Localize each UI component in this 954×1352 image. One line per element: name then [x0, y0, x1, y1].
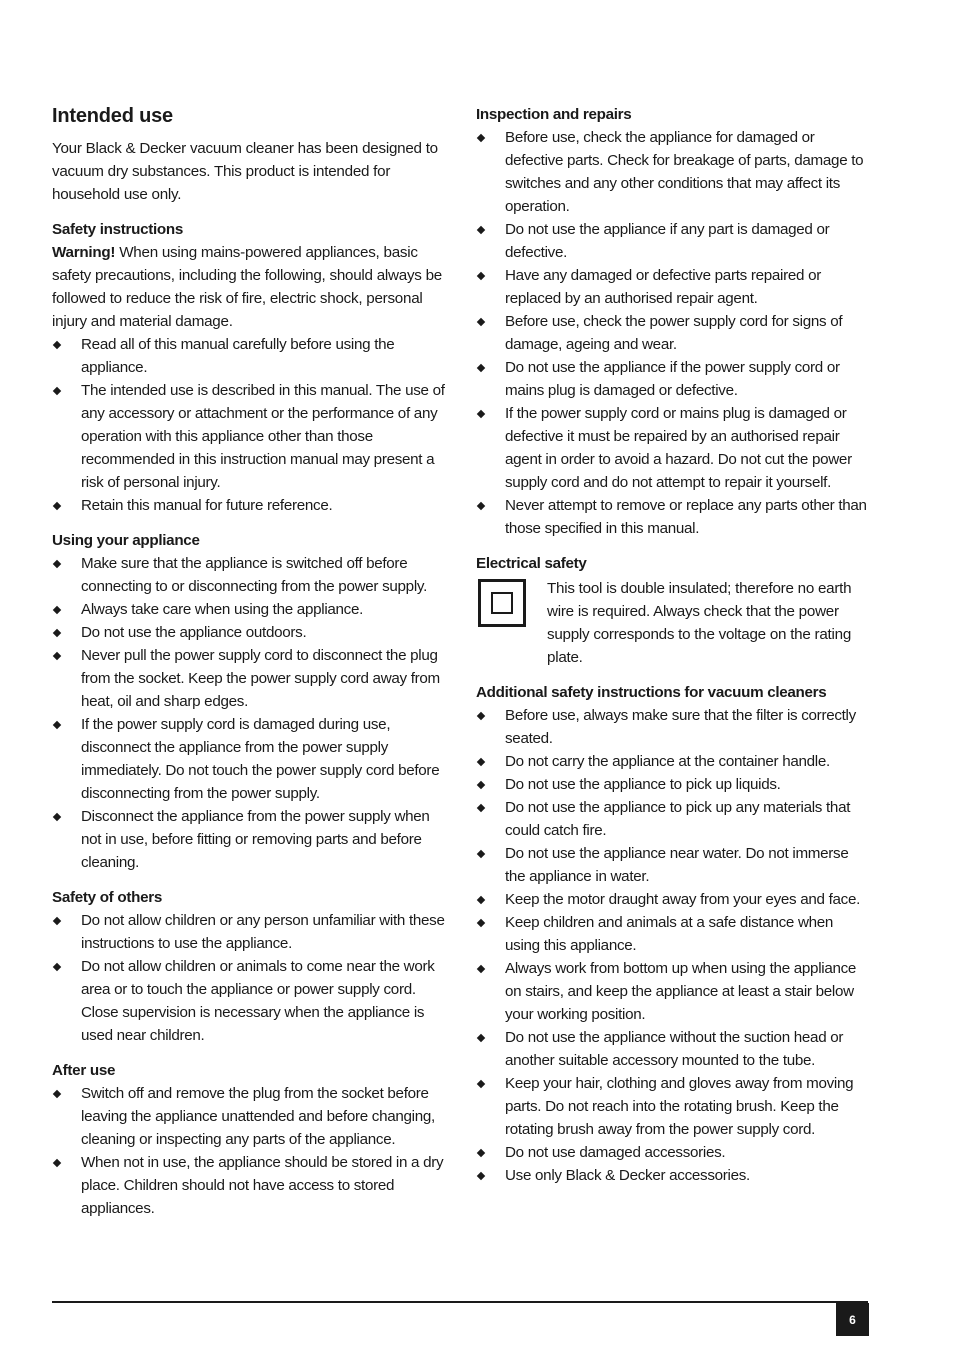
list-item-text: Do not use the appliance if any part is damaged or defective. — [505, 221, 830, 261]
inspection-repairs-list — [476, 126, 870, 540]
bullet-diamond-icon — [53, 721, 61, 729]
electrical-safety-text: This tool is double insulated; therefore no earth wire is required. Always check that the power supply corresponds to the voltage on the rating plate. — [547, 580, 852, 666]
list-item-text: The intended use is described in this manual. The use of any accessory or attachment or the performance of any operation with this appliance other than those recommended in this instruction manual may present a risk of personal injury. — [81, 382, 445, 491]
left-column — [52, 103, 446, 1220]
bullet-diamond-icon — [477, 919, 485, 927]
bullet-diamond-icon — [477, 804, 485, 812]
vacuum-safety-heading: Additional safety instructions for vacuum cleaners — [476, 684, 827, 701]
list-item-text: Retain this manual for future reference. — [81, 497, 333, 514]
list-item-text: Use only Black & Decker accessories. — [505, 1167, 750, 1184]
list-item-text: Disconnect the appliance from the power supply when not in use, before fitting or removing parts and before cleaning. — [81, 808, 430, 871]
list-item — [52, 598, 446, 621]
using-appliance-list — [52, 552, 446, 874]
bullet-diamond-icon — [477, 1149, 485, 1157]
list-item-text: Keep the motor draught away from your eyes and face. — [505, 891, 861, 908]
bullet-diamond-icon — [477, 364, 485, 372]
list-item-text: Keep children and animals at a safe distance when using this appliance. — [505, 914, 834, 954]
list-item — [476, 842, 870, 888]
list-item-text: Make sure that the appliance is switched off before connecting to or disconnecting from the power supply. — [81, 555, 427, 595]
double-insulation-icon — [478, 579, 526, 627]
list-item — [476, 264, 870, 310]
warning-label: Warning! — [52, 244, 116, 261]
using-appliance-heading: Using your appliance — [52, 532, 200, 549]
page-title: Intended use — [52, 105, 173, 127]
list-item-text: Before use, check the power supply cord for signs of damage, ageing and wear. — [505, 313, 843, 353]
bullet-diamond-icon — [477, 896, 485, 904]
list-item-text: Do not carry the appliance at the container handle. — [505, 753, 830, 770]
safety-instructions-list — [52, 333, 446, 517]
bullet-diamond-icon — [53, 813, 61, 821]
list-item-text: Do not use the appliance near water. Do not immerse the appliance in water. — [505, 845, 849, 885]
bullet-diamond-icon — [53, 341, 61, 349]
list-item-text: Do not allow children or animals to come near the work area or to touch the appliance or power supply cord. Close supervision is necessary when the appliance is used near children. — [81, 958, 435, 1044]
list-item-text: Do not use the appliance without the suction head or another suitable accessory mounted to the tube. — [505, 1029, 844, 1069]
bullet-diamond-icon — [477, 850, 485, 858]
list-item-text: Before use, check the appliance for damaged or defective parts. Check for breakage of parts, damage to switches and any other conditions that may affect its operation. — [505, 129, 864, 215]
bullet-diamond-icon — [477, 134, 485, 142]
bullet-diamond-icon — [477, 1172, 485, 1180]
list-item — [476, 796, 870, 842]
list-item-text: If the power supply cord or mains plug is damaged or defective it must be repaired by an authorised repair agent in order to avoid a hazard. Do not cut the power supply cord and do not attempt to repair it yourself. — [505, 405, 852, 491]
after-use-heading: After use — [52, 1062, 116, 1079]
safety-of-others-list — [52, 909, 446, 1047]
list-item — [476, 310, 870, 356]
bullet-diamond-icon — [477, 272, 485, 280]
list-item — [476, 957, 870, 1026]
list-item-text: Do not allow children or any person unfamiliar with these instructions to use the appliance. — [81, 912, 445, 952]
list-item — [476, 1072, 870, 1141]
bullet-diamond-icon — [477, 410, 485, 418]
bullet-diamond-icon — [53, 387, 61, 395]
bullet-diamond-icon — [53, 652, 61, 660]
list-item — [52, 379, 446, 494]
list-item-text: Always take care when using the appliance. — [81, 601, 364, 618]
list-item — [52, 644, 446, 713]
list-item — [476, 126, 870, 218]
list-item — [52, 713, 446, 805]
bullet-diamond-icon — [53, 606, 61, 614]
list-item — [52, 552, 446, 598]
list-item — [476, 911, 870, 957]
list-item-text: Switch off and remove the plug from the socket before leaving the appliance unattended and before changing, cleaning or inspecting any parts of the appliance. — [81, 1085, 435, 1148]
list-item — [476, 704, 870, 750]
list-item — [52, 333, 446, 379]
list-item — [52, 1151, 446, 1220]
bullet-diamond-icon — [477, 712, 485, 720]
list-item-text: Always work from bottom up when using the appliance on stairs, and keep the appliance at least a stair below your working position. — [505, 960, 857, 1023]
bullet-diamond-icon — [477, 1080, 485, 1088]
bullet-diamond-icon — [53, 629, 61, 637]
electrical-safety-block — [476, 577, 870, 669]
page-number: 6 — [836, 1303, 869, 1336]
list-item-text: Keep your hair, clothing and gloves away from moving parts. Do not reach into the rotating brush. Keep the rotating brush away from the power supply cord. — [505, 1075, 854, 1138]
bullet-diamond-icon — [477, 1034, 485, 1042]
bullet-diamond-icon — [53, 917, 61, 925]
list-item — [52, 955, 446, 1047]
bullet-diamond-icon — [477, 781, 485, 789]
list-item-text: Do not use the appliance outdoors. — [81, 624, 307, 641]
list-item-text: When not in use, the appliance should be stored in a dry place. Children should not have access to stored appliances. — [81, 1154, 444, 1217]
safety-instructions-heading: Safety instructions — [52, 221, 184, 238]
list-item — [476, 402, 870, 494]
list-item-text: Read all of this manual carefully before using the appliance. — [81, 336, 395, 376]
list-item — [476, 1164, 870, 1187]
electrical-safety-heading: Electrical safety — [476, 555, 587, 572]
list-item-text: Do not use the appliance if the power supply cord or mains plug is damaged or defective. — [505, 359, 840, 399]
inspection-repairs-heading: Inspection and repairs — [476, 106, 632, 123]
list-item-text: Do not use the appliance to pick up any materials that could catch fire. — [505, 799, 851, 839]
bullet-diamond-icon — [477, 965, 485, 973]
list-item — [476, 773, 870, 796]
list-item — [476, 888, 870, 911]
bullet-diamond-icon — [53, 963, 61, 971]
list-item — [476, 1026, 870, 1072]
after-use-list — [52, 1082, 446, 1220]
bullet-diamond-icon — [53, 560, 61, 568]
right-column — [476, 103, 870, 1187]
list-item — [476, 218, 870, 264]
bullet-diamond-icon — [477, 758, 485, 766]
bullet-diamond-icon — [53, 1090, 61, 1098]
list-item — [52, 494, 446, 517]
list-item — [52, 805, 446, 874]
list-item — [52, 1082, 446, 1151]
list-item-text: If the power supply cord is damaged during use, disconnect the appliance from the power supply immediately. Do not touch the power supply cord before disconnecting from the power supply. — [81, 716, 440, 802]
list-item — [52, 909, 446, 955]
list-item — [476, 1141, 870, 1164]
safety-of-others-heading: Safety of others — [52, 889, 162, 906]
warning-text: When using mains-powered appliances, basic safety precautions, including the following, should always be followed to reduce the risk of fire, electric shock, personal injury and material damage. — [52, 244, 442, 330]
intended-use-paragraph: Your Black & Decker vacuum cleaner has been designed to vacuum dry substances. This product is intended for household use only. — [52, 140, 438, 203]
list-item-text: Never pull the power supply cord to disconnect the plug from the socket. Keep the power supply cord away from heat, oil and sharp edges. — [81, 647, 440, 710]
bullet-diamond-icon — [53, 502, 61, 510]
list-item-text: Do not use damaged accessories. — [505, 1144, 726, 1161]
footer-rule — [52, 1301, 868, 1303]
bullet-diamond-icon — [477, 226, 485, 234]
bullet-diamond-icon — [477, 318, 485, 326]
warning-paragraph — [52, 241, 446, 333]
list-item-text: Never attempt to remove or replace any parts other than those specified in this manual. — [505, 497, 867, 537]
list-item — [476, 356, 870, 402]
list-item-text: Have any damaged or defective parts repaired or replaced by an authorised repair agent. — [505, 267, 821, 307]
list-item — [476, 494, 870, 540]
list-item-text: Do not use the appliance to pick up liquids. — [505, 776, 781, 793]
list-item — [476, 750, 870, 773]
bullet-diamond-icon — [477, 502, 485, 510]
list-item-text: Before use, always make sure that the filter is correctly seated. — [505, 707, 856, 747]
bullet-diamond-icon — [53, 1159, 61, 1167]
vacuum-safety-list — [476, 704, 870, 1187]
list-item — [52, 621, 446, 644]
